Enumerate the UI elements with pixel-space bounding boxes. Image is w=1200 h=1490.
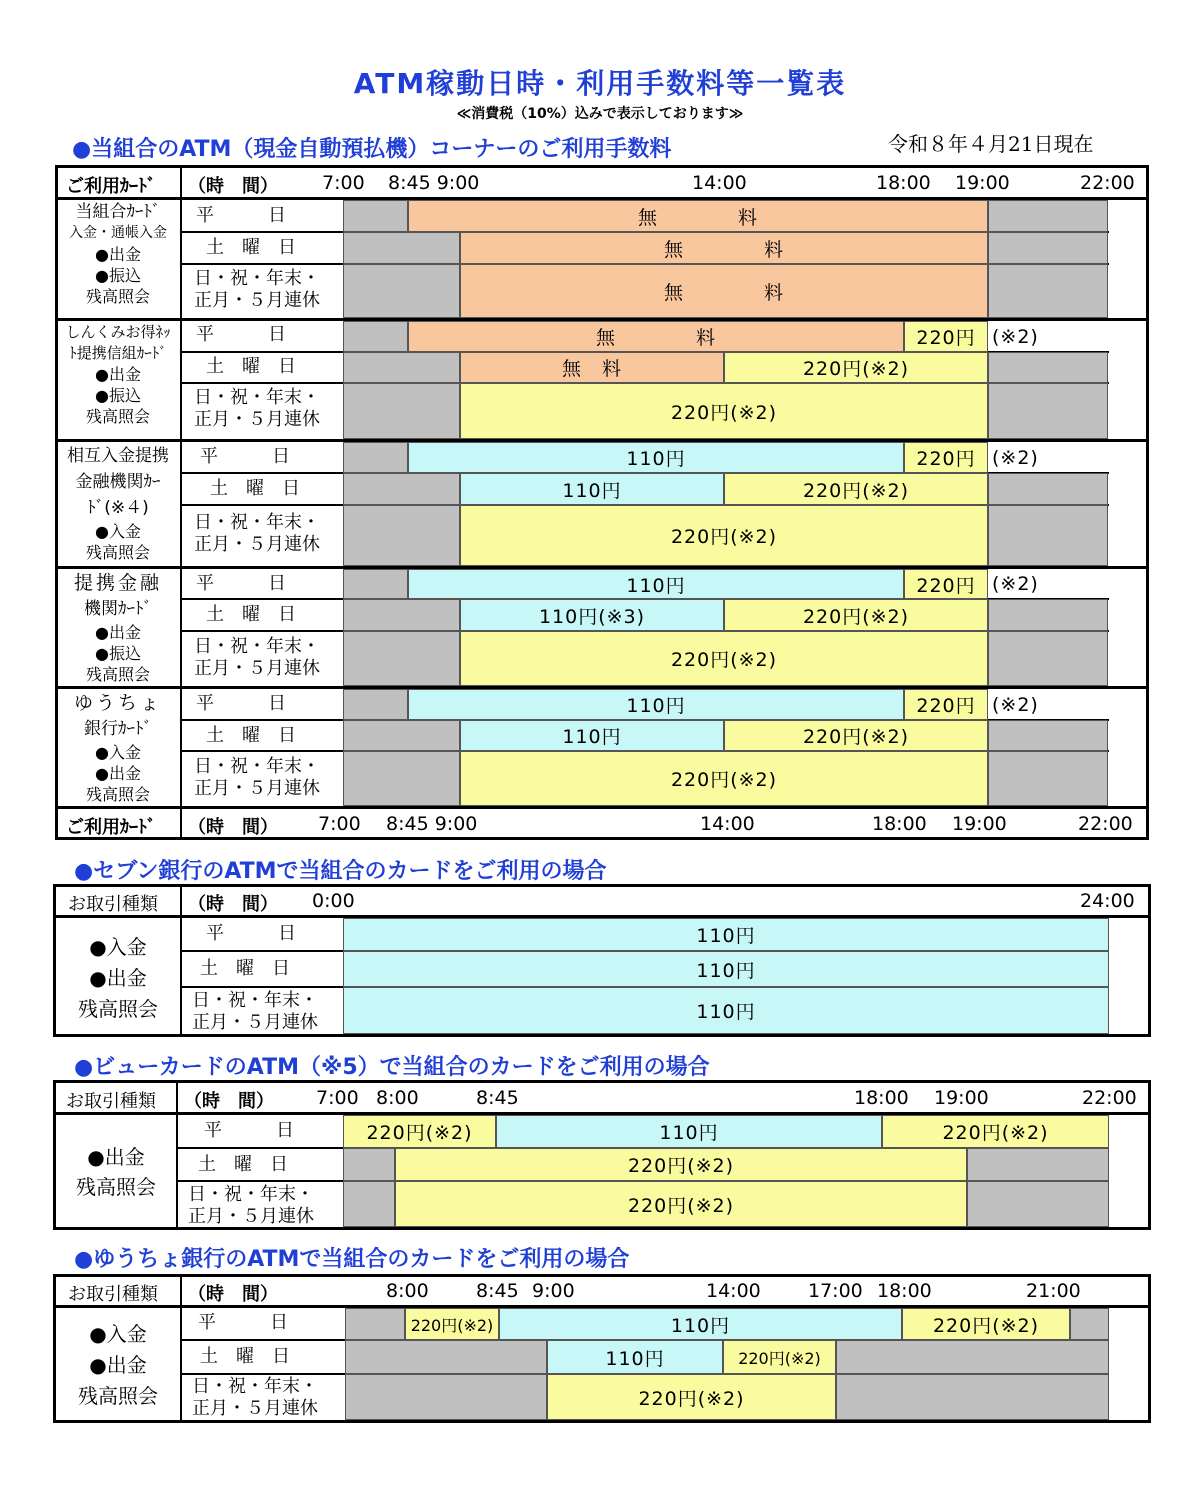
note-2: (※2) xyxy=(992,446,1039,469)
tick-label: 9:00 xyxy=(532,1280,575,1302)
day-saturday: 土 曜 日 xyxy=(198,1154,288,1175)
card-line: ﾄﾞ(※４) xyxy=(87,498,149,518)
note-2: (※2) xyxy=(992,693,1039,716)
card-type-shinkumi xyxy=(58,322,178,427)
card-type-mutual-deposit xyxy=(58,443,178,563)
day-holiday-line: 日・祝・年末・ xyxy=(194,268,320,289)
slot-fee-110: 110円 xyxy=(499,1308,902,1340)
card-line: ﾄ提携信組ｶｰﾄﾞ xyxy=(69,344,167,362)
day-holiday xyxy=(194,756,320,800)
day-holiday xyxy=(194,636,320,680)
transaction-line: ●入金 xyxy=(89,935,147,959)
slot-unavailable xyxy=(988,232,1108,264)
day-weekday: 平 日 xyxy=(196,205,286,226)
slot-unavailable xyxy=(967,1181,1109,1227)
card-line: ●出金 xyxy=(95,365,141,384)
transaction-line: 残高照会 xyxy=(78,997,158,1021)
time-header: （時 間） xyxy=(188,894,278,915)
card-line: ゆうちょ xyxy=(73,692,162,714)
time-header: （時 間） xyxy=(188,1284,278,1305)
tick-label: 8:00 xyxy=(386,1280,429,1302)
day-saturday: 土 曜 日 xyxy=(200,958,290,979)
slot-unavailable xyxy=(343,689,408,720)
tick-label: 0:00 xyxy=(312,890,355,912)
day-holiday-line: 日・祝・年末・ xyxy=(192,1376,318,1397)
tick-label: 18:00 xyxy=(877,1280,932,1302)
slot-unavailable xyxy=(343,720,460,751)
card-line: しんくみお得ﾈｯ xyxy=(65,323,171,341)
tick-label: 22:00 xyxy=(1078,813,1133,835)
day-weekday: 平 日 xyxy=(198,1312,288,1333)
transaction-line: 残高照会 xyxy=(76,1175,156,1199)
slot-fee-220: 220円 xyxy=(904,569,988,599)
day-holiday-line: 日・祝・年末・ xyxy=(194,512,320,533)
time-header: （時 間） xyxy=(188,176,278,197)
slot-unavailable xyxy=(988,505,1108,566)
slot-unavailable xyxy=(343,383,460,439)
slot-unavailable xyxy=(1070,1308,1109,1340)
col-header-transaction: お取引種類 xyxy=(68,1284,158,1305)
slot-unavailable xyxy=(988,473,1108,505)
day-holiday xyxy=(188,1184,314,1228)
tick-label: 18:00 xyxy=(872,813,927,835)
tick-label: 14:00 xyxy=(692,172,747,194)
tick-label: 8:45 9:00 xyxy=(388,172,480,194)
card-line: 相互入金提携 xyxy=(67,446,169,466)
card-type-own xyxy=(58,202,178,307)
slot-unavailable xyxy=(343,442,408,473)
card-line: ●振込 xyxy=(95,266,141,285)
slot-free: 無 料 xyxy=(408,200,988,232)
col-header-transaction: お取引種類 xyxy=(66,1091,156,1112)
card-line: ●出金 xyxy=(95,245,141,264)
tick-label: 7:00 xyxy=(318,813,361,835)
slot-fee-220: 220円 xyxy=(904,689,988,720)
section-heading-own-atm: ●当組合のATM（現金自動預払機）コーナーのご利用手数料 xyxy=(72,137,672,162)
slot-fee-220: 220円(※2) xyxy=(723,1340,836,1374)
slot-unavailable xyxy=(988,631,1108,686)
slot-fee-220: 220円(※2) xyxy=(724,720,988,751)
tick-label: 14:00 xyxy=(700,813,755,835)
slot-fee-110: 110円 xyxy=(408,569,904,599)
slot-unavailable xyxy=(343,200,408,232)
day-holiday-line: 正月・５月連休 xyxy=(192,1398,318,1419)
slot-fee-220: 220円(※2) xyxy=(460,505,988,566)
section-heading-view-card: ●ビューカードのATM（※5）で当組合のカードをご利用の場合 xyxy=(74,1055,710,1080)
slot-fee-220: 220円(※2) xyxy=(405,1308,499,1340)
card-line: 銀行ｶｰﾄﾞ xyxy=(84,719,152,739)
day-holiday-line: 正月・５月連休 xyxy=(194,290,320,311)
slot-unavailable xyxy=(967,1148,1109,1181)
card-line: ●入金 xyxy=(95,743,141,762)
slot-fee-220: 220円(※2) xyxy=(902,1308,1070,1340)
divider xyxy=(180,886,182,1035)
day-weekday: 平 日 xyxy=(206,923,296,944)
transaction-types xyxy=(58,932,178,1025)
card-line: 提携金融 xyxy=(73,572,162,594)
day-holiday-line: 日・祝・年末・ xyxy=(188,1184,314,1205)
card-line: 金融機関ｶｰ xyxy=(75,472,161,492)
tick-label: 19:00 xyxy=(952,813,1007,835)
card-line: 残高照会 xyxy=(85,543,150,562)
tick-label: 14:00 xyxy=(706,1280,761,1302)
slot-fee-110: 110円 xyxy=(343,918,1109,951)
slot-unavailable xyxy=(988,264,1108,318)
slot-free: 無 料 xyxy=(460,264,988,318)
slot-fee-220: 220円(※2) xyxy=(724,352,988,383)
tick-label: 22:00 xyxy=(1080,172,1135,194)
slot-unavailable xyxy=(345,1308,405,1340)
slot-fee-220: 220円(※2) xyxy=(395,1181,967,1227)
as-of-date: 令和８年４月21日現在 xyxy=(888,132,1094,156)
card-line: ●出金 xyxy=(95,623,141,642)
tick-label: 8:45 xyxy=(476,1280,519,1302)
slot-unavailable xyxy=(343,352,460,383)
day-holiday xyxy=(194,512,320,556)
tick-label: 24:00 xyxy=(1080,890,1135,912)
day-holiday xyxy=(192,1376,318,1420)
slot-fee-220: 220円(※2) xyxy=(547,1374,836,1420)
slot-unavailable xyxy=(343,1148,395,1181)
slot-fee-110: 110円 xyxy=(408,689,904,720)
slot-unavailable xyxy=(343,321,408,352)
tick-label: 19:00 xyxy=(934,1087,989,1109)
slot-fee-110: 110円 xyxy=(547,1340,723,1374)
col-header-card: ご利用ｶｰﾄﾞ xyxy=(66,176,156,197)
day-weekday: 平 日 xyxy=(204,1120,294,1141)
day-holiday xyxy=(194,387,320,431)
day-holiday-line: 正月・５月連休 xyxy=(194,778,320,799)
transaction-line: ●出金 xyxy=(89,1353,147,1377)
slot-fee-110: 110円 xyxy=(460,473,724,505)
day-holiday-line: 正月・５月連休 xyxy=(192,1012,318,1033)
slot-unavailable xyxy=(343,631,460,686)
day-saturday: 土 曜 日 xyxy=(210,478,300,499)
tick-label: 18:00 xyxy=(854,1087,909,1109)
day-holiday-line: 日・祝・年末・ xyxy=(194,387,320,408)
slot-fee-110: 110円 xyxy=(460,720,724,751)
slot-free: 無 料 xyxy=(408,321,904,352)
transaction-line: 残高照会 xyxy=(78,1384,158,1408)
transaction-types xyxy=(58,1142,174,1202)
card-line: ●入金 xyxy=(95,522,141,541)
card-line: 入金・通帳入金 xyxy=(69,225,167,241)
slot-fee-220: 220円(※2) xyxy=(395,1148,967,1181)
tick-label: 8:45 9:00 xyxy=(386,813,478,835)
day-saturday: 土 曜 日 xyxy=(206,356,296,377)
transaction-line: ●出金 xyxy=(89,966,147,990)
slot-fee-220: 220円 xyxy=(904,442,988,473)
tick-label: 7:00 xyxy=(316,1087,359,1109)
time-header: （時 間） xyxy=(188,817,278,838)
slot-fee-220: 220円(※2) xyxy=(343,1115,496,1148)
card-line: 当組合ｶｰﾄﾞ xyxy=(75,202,161,222)
slot-fee-220: 220円(※2) xyxy=(460,751,988,806)
col-header-transaction: お取引種類 xyxy=(68,894,158,915)
slot-unavailable xyxy=(343,751,460,806)
day-holiday-line: 日・祝・年末・ xyxy=(194,636,320,657)
section-heading-yucho-atm: ●ゆうちょ銀行のATMで当組合のカードをご利用の場合 xyxy=(74,1247,630,1272)
day-weekday: 平 日 xyxy=(196,693,286,714)
card-line: 残高照会 xyxy=(85,785,150,804)
slot-unavailable xyxy=(343,473,460,505)
tick-label: 21:00 xyxy=(1026,1280,1081,1302)
day-weekday: 平 日 xyxy=(196,573,286,594)
col-header-card: ご利用ｶｰﾄﾞ xyxy=(66,817,156,838)
note-2: (※2) xyxy=(992,325,1039,348)
day-saturday: 土 曜 日 xyxy=(200,1346,290,1367)
slot-fee-220: 220円(※2) xyxy=(724,473,988,505)
tick-label: 8:45 xyxy=(476,1087,519,1109)
day-saturday: 土 曜 日 xyxy=(206,237,296,258)
time-header: （時 間） xyxy=(184,1091,274,1112)
slot-unavailable xyxy=(345,1340,547,1374)
card-line: ●振込 xyxy=(95,644,141,663)
tick-label: 17:00 xyxy=(808,1280,863,1302)
page-title: ATM稼動日時・利用手数料等一覧表 xyxy=(353,67,847,100)
slot-unavailable xyxy=(343,232,460,264)
day-holiday-line: 正月・５月連休 xyxy=(194,658,320,679)
slot-fee-220: 220円 xyxy=(904,321,988,352)
divider xyxy=(180,167,182,837)
card-line: ●振込 xyxy=(95,386,141,405)
card-line: 機関ｶｰﾄﾞ xyxy=(84,599,152,619)
slot-fee-110: 110円 xyxy=(343,951,1109,987)
divider xyxy=(180,1276,182,1421)
slot-fee-110: 110円 xyxy=(343,987,1109,1034)
day-holiday xyxy=(192,990,318,1034)
day-holiday-line: 正月・５月連休 xyxy=(188,1206,314,1227)
slot-fee-220: 220円(※2) xyxy=(460,383,988,439)
day-holiday-line: 正月・５月連休 xyxy=(194,409,320,430)
transaction-line: ●出金 xyxy=(87,1145,145,1169)
day-holiday-line: 正月・５月連休 xyxy=(194,534,320,555)
slot-unavailable xyxy=(345,1374,547,1420)
section-heading-seven-bank: ●セブン銀行のATMで当組合のカードをご利用の場合 xyxy=(74,859,607,884)
tick-label: 18:00 xyxy=(876,172,931,194)
slot-free: 無 料 xyxy=(460,352,724,383)
tax-note: ≪消費税（10%）込みで表示しております≫ xyxy=(456,106,744,122)
slot-unavailable xyxy=(343,569,408,599)
slot-unavailable xyxy=(343,505,460,566)
tick-label: 22:00 xyxy=(1082,1087,1137,1109)
slot-unavailable xyxy=(836,1374,1109,1420)
transaction-types xyxy=(58,1319,178,1412)
divider xyxy=(176,1082,178,1228)
slot-unavailable xyxy=(343,599,460,631)
tick-label: 19:00 xyxy=(955,172,1010,194)
card-type-yucho xyxy=(58,690,178,805)
card-type-partner xyxy=(58,570,178,685)
day-saturday: 土 曜 日 xyxy=(206,604,296,625)
card-line: 残高照会 xyxy=(85,407,150,426)
slot-free: 無 料 xyxy=(460,232,988,264)
slot-unavailable xyxy=(988,200,1108,232)
day-weekday: 平 日 xyxy=(200,446,290,467)
slot-fee-110: 110円 xyxy=(496,1115,882,1148)
slot-unavailable xyxy=(836,1340,1109,1374)
day-holiday xyxy=(194,268,320,312)
slot-fee-220: 220円(※2) xyxy=(460,631,988,686)
slot-unavailable xyxy=(988,383,1108,439)
slot-unavailable xyxy=(988,720,1108,751)
divider xyxy=(55,806,1149,809)
slot-fee-110: 110円(※3) xyxy=(460,599,724,631)
tick-label: 8:00 xyxy=(376,1087,419,1109)
card-line: 残高照会 xyxy=(85,665,150,684)
card-line: ●出金 xyxy=(95,764,141,783)
slot-unavailable xyxy=(988,751,1108,806)
note-2: (※2) xyxy=(992,573,1039,595)
slot-fee-110: 110円 xyxy=(408,442,904,473)
transaction-line: ●入金 xyxy=(89,1322,147,1346)
day-saturday: 土 曜 日 xyxy=(206,725,296,746)
card-line: 残高照会 xyxy=(85,287,150,306)
day-holiday-line: 日・祝・年末・ xyxy=(192,990,318,1011)
slot-unavailable xyxy=(343,264,460,318)
slot-fee-220: 220円(※2) xyxy=(724,599,988,631)
slot-unavailable xyxy=(343,1181,395,1227)
slot-fee-220: 220円(※2) xyxy=(882,1115,1109,1148)
day-holiday-line: 日・祝・年末・ xyxy=(194,756,320,777)
slot-unavailable xyxy=(988,352,1108,383)
day-weekday: 平 日 xyxy=(196,324,286,345)
slot-unavailable xyxy=(988,599,1108,631)
tick-label: 7:00 xyxy=(322,172,365,194)
